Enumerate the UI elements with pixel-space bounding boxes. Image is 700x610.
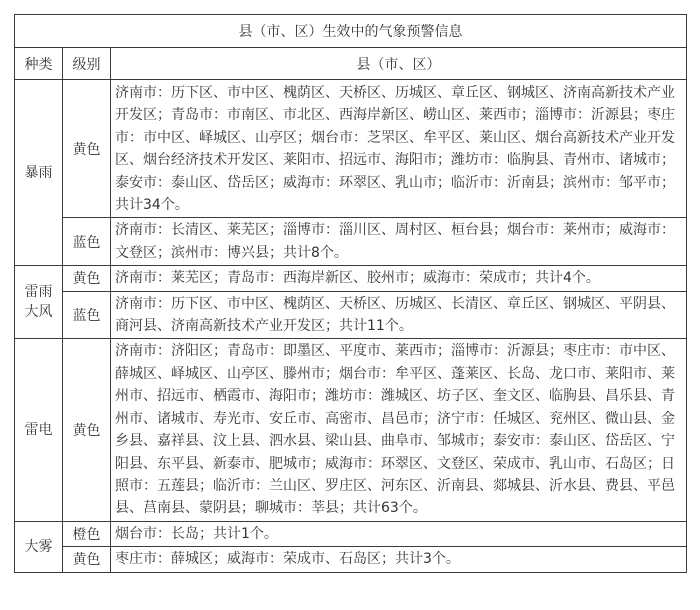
type-cell-fog: 大雾 xyxy=(15,521,63,572)
type-cell-thunderstorm-gale: 雷雨 大风 xyxy=(15,266,63,339)
table-row xyxy=(15,339,687,521)
header-level: 级别 xyxy=(63,48,111,80)
table-row xyxy=(15,266,687,291)
table-row xyxy=(15,291,687,339)
type-cell-rainstorm: 暴雨 xyxy=(15,80,63,266)
table-row xyxy=(15,218,687,266)
level-cell: 蓝色 xyxy=(63,291,111,339)
regions-cell: 济南市：历下区、市中区、槐荫区、天桥区、历城区、长清区、章丘区、钢城区、平阴县、商河县、济南高新技术产业开发区；共计11个。 xyxy=(111,291,687,339)
table-title: 县（市、区）生效中的气象预警信息 xyxy=(15,15,687,48)
regions-cell: 济南市：历下区、市中区、槐荫区、天桥区、历城区、章丘区、钢城区、济南高新技术产业开发区；青岛市：市南区、市北区、西海岸新区、崂山区、莱西市；淄博市：沂源县；枣庄市：市中区、峄城区、山亭区；烟台市：芝罘区、牟平区、莱山区、烟台高新技术产业开发区、烟台经济技术开发区、莱阳市、招远市、海阳市；潍坊市：临朐县、青州市、诸城市；泰安市：泰山区、岱岳区；威海市：环翠区、乳山市；临沂市：沂南县；滨州市：邹平市；共计34个。 xyxy=(111,80,687,218)
level-cell: 黄色 xyxy=(63,339,111,521)
regions-cell: 济南市：莱芜区；青岛市：西海岸新区、胶州市；威海市：荣成市；共计4个。 xyxy=(111,266,687,291)
level-cell: 橙色 xyxy=(63,521,111,546)
type-cell-lightning: 雷电 xyxy=(15,339,63,521)
level-cell: 黄色 xyxy=(63,80,111,218)
level-cell: 黄色 xyxy=(63,547,111,572)
level-cell: 黄色 xyxy=(63,266,111,291)
table-row xyxy=(15,521,687,546)
header-regions: 县（市、区） xyxy=(111,48,687,80)
regions-cell: 济南市：长清区、莱芜区；淄博市：淄川区、周村区、桓台县；烟台市：莱州市；威海市：文登区；滨州市：博兴县；共计8个。 xyxy=(111,218,687,266)
regions-cell: 枣庄市：薛城区；威海市：荣成市、石岛区；共计3个。 xyxy=(111,547,687,572)
table-row xyxy=(15,80,687,218)
table-row xyxy=(15,547,687,572)
table-header-row xyxy=(15,48,687,80)
level-cell: 蓝色 xyxy=(63,218,111,266)
warning-table xyxy=(14,14,687,573)
header-type: 种类 xyxy=(15,48,63,80)
regions-cell: 济南市：济阳区；青岛市：即墨区、平度市、莱西市；淄博市：沂源县；枣庄市：市中区、薛城区、峄城区、山亭区、滕州市；烟台市：牟平区、蓬莱区、长岛、龙口市、莱阳市、莱州市、招远市、栖霞市、海阳市；潍坊市：潍城区、坊子区、奎文区、临朐县、昌乐县、青州市、诸城市、寿光市、安丘市、高密市、昌邑市；济宁市：任城区、兖州区、微山县、金乡县、嘉祥县、汶上县、泗水县、梁山县、曲阜市、邹城市；泰安市：泰山区、岱岳区、宁阳县、东平县、新泰市、肥城市；威海市：环翠区、文登区、荣成市、乳山市、石岛区；日照市：五莲县；临沂市：兰山区、罗庄区、河东区、沂南县、郯城县、沂水县、费县、平邑县、莒南县、蒙阴县；聊城市：莘县；共计63个。 xyxy=(111,339,687,521)
regions-cell: 烟台市：长岛；共计1个。 xyxy=(111,521,687,546)
table-title-row xyxy=(15,15,687,48)
